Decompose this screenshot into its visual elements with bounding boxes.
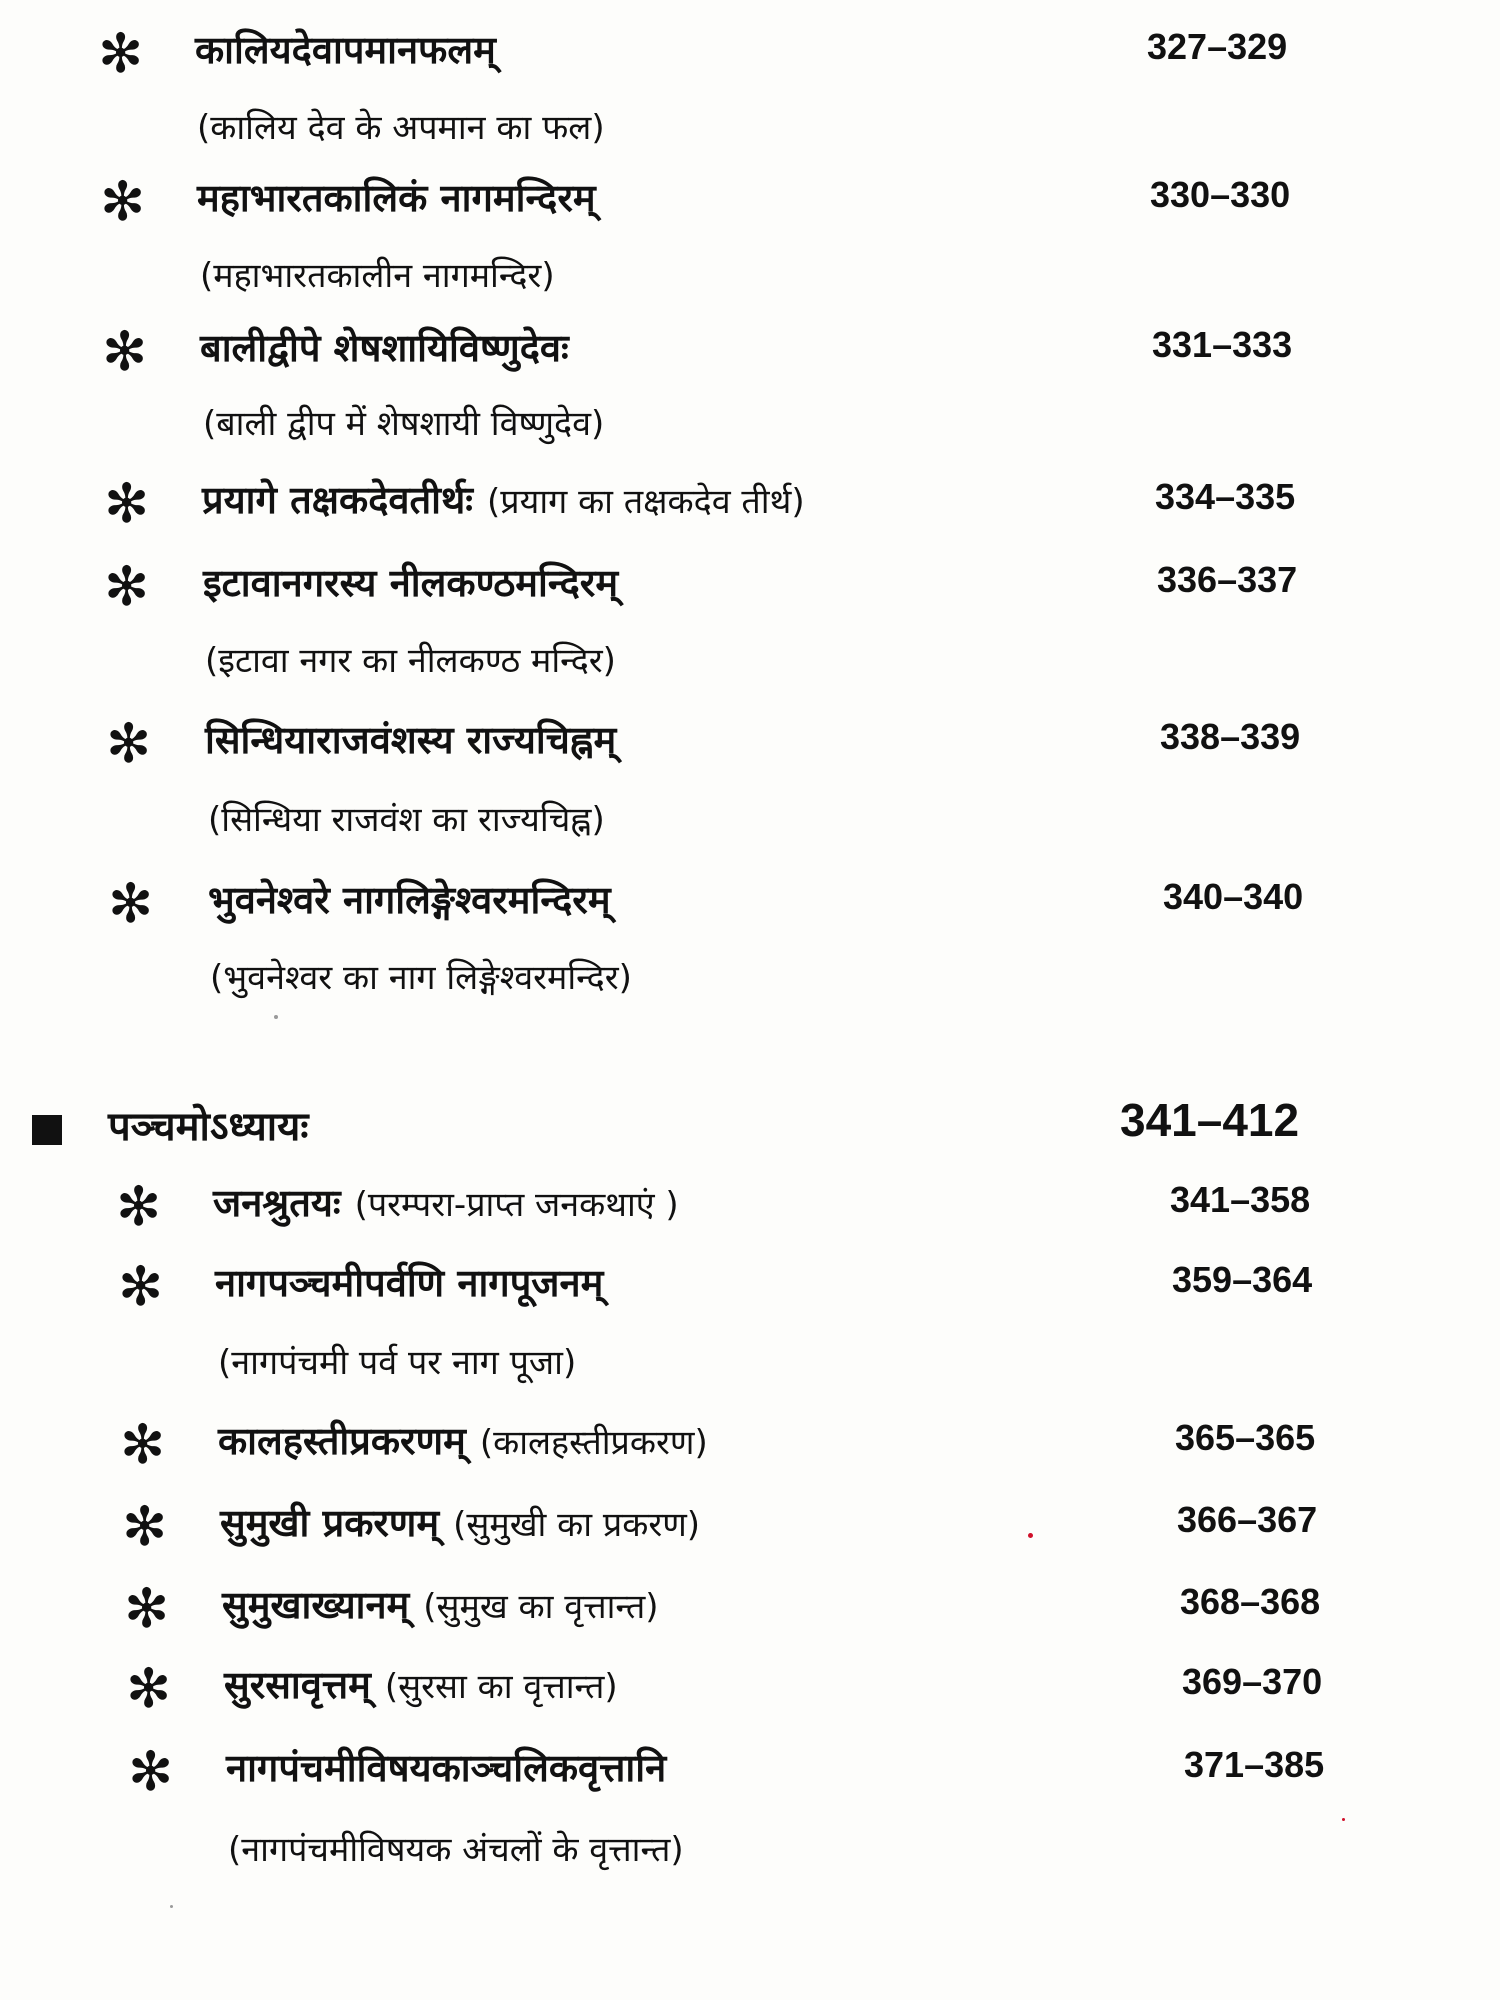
entry-title — [218, 1413, 708, 1471]
entry-translation: (प्रयाग का तक्षकदेव तीर्थ) — [486, 482, 805, 522]
toc-entry — [0, 872, 1500, 942]
toc-entry — [0, 555, 1500, 625]
entry-title-text: सुरसावृत्तम् — [224, 1663, 371, 1707]
entry-title: कालियदेवापमानफलम् — [195, 28, 496, 72]
toc-entry — [0, 712, 1500, 782]
page-range: 334–335 — [1155, 476, 1296, 517]
entry-title: भुवनेश्वरे नागलिङ्गेश्वरमन्दिरम् — [208, 878, 611, 922]
toc-entry — [0, 1495, 1500, 1565]
toc-entry — [0, 1175, 1500, 1245]
entry-translation: (सुमुखी का प्रकरण) — [453, 1505, 701, 1545]
entry-subtitle: (बाली द्वीप में शेषशायी विष्णुदेव) — [203, 404, 605, 444]
entry-translation: (परम्परा-प्राप्त जनकथाएं ) — [354, 1185, 679, 1225]
square-bullet-icon — [32, 1115, 62, 1145]
entry-title-text: जनश्रुतयः — [213, 1181, 341, 1225]
chapter-page-range: 341–412 — [1120, 1094, 1300, 1146]
entry-subtitle: (इटावा नगर का नीलकण्ठ मन्दिर) — [205, 641, 616, 681]
entry-title: नागपञ्चमीपर्वणि नागपूजनम् — [215, 1261, 604, 1305]
page-range: 338–339 — [1160, 716, 1301, 757]
scan-speck — [170, 1905, 173, 1908]
asterisk-bullet-icon: ✻ — [120, 1413, 166, 1476]
entry-title-text: सुमुखाख्यानम् — [222, 1583, 410, 1627]
entry-title: बालीद्वीपे शेषशायिविष्णुदेवः — [200, 326, 569, 370]
asterisk-bullet-icon: ✻ — [102, 320, 148, 383]
asterisk-bullet-icon: ✻ — [98, 22, 144, 85]
toc-entry — [0, 472, 1500, 542]
entry-title: महाभारतकालिकं नागमन्दिरम् — [197, 176, 596, 220]
asterisk-bullet-icon: ✻ — [124, 1577, 170, 1640]
asterisk-bullet-icon: ✻ — [104, 555, 150, 618]
asterisk-bullet-icon: ✻ — [126, 1657, 172, 1720]
toc-entry — [0, 1657, 1500, 1727]
page-range: 368–368 — [1180, 1581, 1321, 1622]
toc-entry — [0, 1413, 1500, 1483]
entry-title-text: सुमुखी प्रकरणम् — [220, 1501, 440, 1545]
page-range: 369–370 — [1182, 1661, 1323, 1702]
asterisk-bullet-icon: ✻ — [104, 472, 150, 535]
toc-entry — [0, 1255, 1500, 1325]
entry-title — [202, 472, 805, 530]
entry-subtitle: (महाभारतकालीन नागमन्दिर) — [200, 256, 555, 296]
scan-speck — [1028, 1533, 1033, 1538]
page-range: 371–385 — [1184, 1744, 1325, 1785]
toc-entry — [0, 22, 1500, 92]
scan-speck — [274, 1015, 278, 1019]
asterisk-bullet-icon: ✻ — [116, 1175, 162, 1238]
asterisk-bullet-icon: ✻ — [118, 1255, 164, 1318]
entry-title — [224, 1657, 618, 1715]
chapter-title: पञ्चमोऽध्यायः — [108, 1104, 309, 1150]
entry-title: सिन्धियाराजवंशस्य राज्यचिह्नम् — [205, 718, 617, 762]
asterisk-bullet-icon: ✻ — [106, 712, 152, 775]
entry-translation: (सुमुख का वृत्तान्त) — [423, 1587, 659, 1627]
entry-subtitle: (भुवनेश्वर का नाग लिङ्गेश्वरमन्दिर) — [210, 958, 632, 998]
page-range: 331–333 — [1152, 324, 1293, 365]
page-range: 336–337 — [1157, 559, 1298, 600]
toc-entry — [0, 320, 1500, 390]
page-range: 327–329 — [1147, 26, 1288, 67]
page-range: 365–365 — [1175, 1417, 1316, 1458]
entry-title: इटावानगरस्य नीलकण्ठमन्दिरम् — [203, 561, 619, 605]
entry-title — [213, 1175, 679, 1233]
entry-title: नागपंचमीविषयकाञ्चलिकवृत्तानि — [226, 1746, 667, 1790]
toc-entry — [0, 1577, 1500, 1647]
asterisk-bullet-icon: ✻ — [100, 170, 146, 233]
entry-translation: (सुरसा का वृत्तान्त) — [384, 1667, 618, 1707]
entry-title-text: कालहस्तीप्रकरणम् — [218, 1419, 466, 1463]
entry-title — [220, 1495, 700, 1553]
page-range: 341–358 — [1170, 1179, 1311, 1220]
page-range: 366–367 — [1177, 1499, 1318, 1540]
entry-subtitle: (कालिय देव के अपमान का फल) — [197, 108, 605, 148]
scan-speck — [1342, 1818, 1345, 1821]
chapter-heading — [0, 1095, 1500, 1175]
entry-title-text: प्रयागे तक्षकदेवतीर्थः — [202, 478, 473, 522]
page-range: 340–340 — [1163, 876, 1304, 917]
asterisk-bullet-icon: ✻ — [108, 872, 154, 935]
entry-title — [222, 1577, 659, 1635]
entry-subtitle: (सिन्धिया राजवंश का राज्यचिह्न) — [208, 800, 605, 840]
entry-translation: (कालहस्तीप्रकरण) — [479, 1423, 708, 1463]
page-range: 330–330 — [1150, 174, 1291, 215]
toc-entry — [0, 1740, 1500, 1810]
asterisk-bullet-icon: ✻ — [128, 1740, 174, 1803]
entry-subtitle: (नागपंचमी पर्व पर नाग पूजा) — [218, 1343, 577, 1383]
entry-subtitle: (नागपंचमीविषयक अंचलों के वृत्तान्त) — [228, 1830, 684, 1870]
asterisk-bullet-icon: ✻ — [122, 1495, 168, 1558]
page-range: 359–364 — [1172, 1259, 1313, 1300]
toc-entry — [0, 170, 1500, 240]
